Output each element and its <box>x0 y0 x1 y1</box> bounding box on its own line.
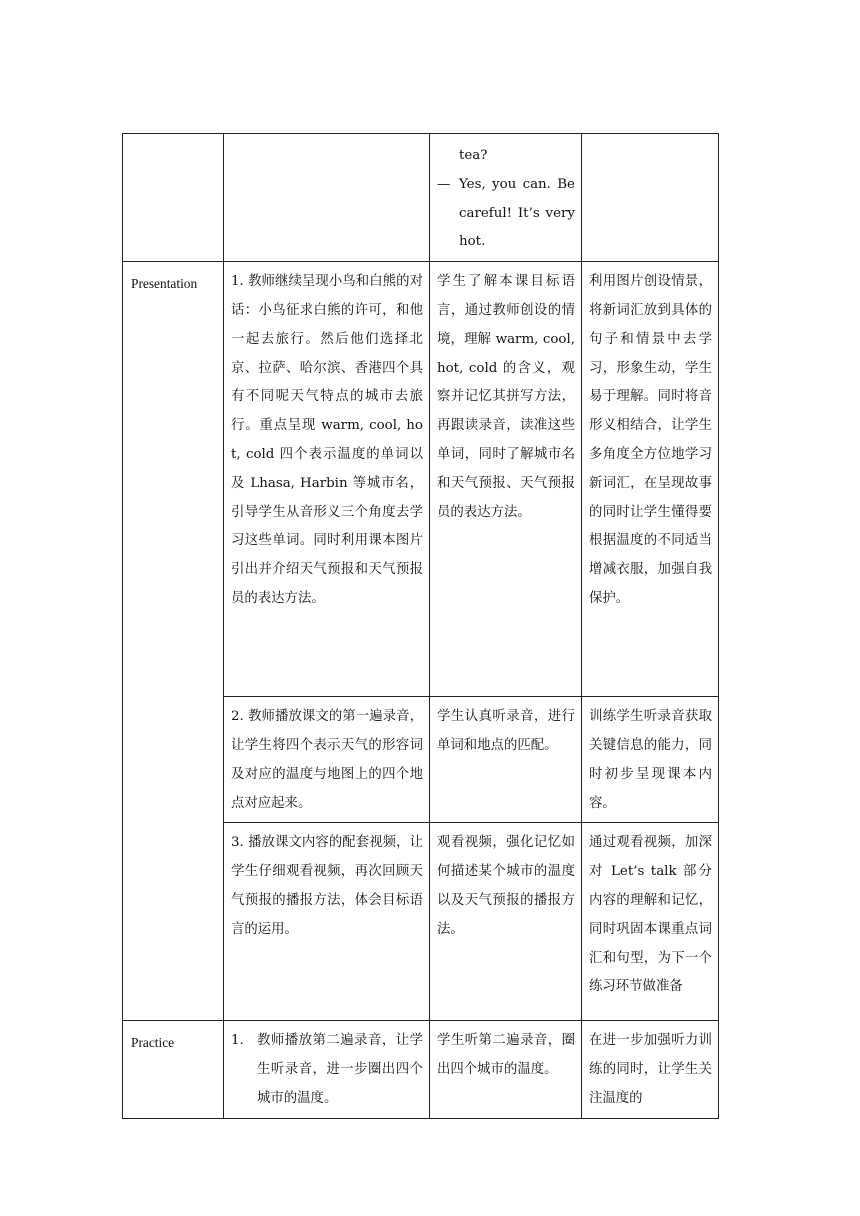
dialogue-reply <box>437 171 575 257</box>
teacher-activity-practice <box>224 1021 430 1118</box>
numbered-item <box>231 1027 423 1113</box>
teacher-activity-cell <box>224 134 430 262</box>
stage-label-practice: Practice <box>123 1021 224 1118</box>
student-activity-2: 学生认真听录音，进行单词和地点的匹配。 <box>430 697 582 823</box>
item-text: 教师播放第二遍录音，让学生听录音，进一步圈出四个城市的温度。 <box>257 1033 423 1106</box>
dialogue-dash: — <box>437 176 451 192</box>
student-activity-3: 观看视频，强化记忆如何描述某个城市的温度以及天气预报的播报方法。 <box>430 823 582 1021</box>
student-activity-practice: 学生听第二遍录音，圈出四个城市的温度。 <box>430 1021 582 1118</box>
teacher-activity-3: 3. 播放课文内容的配套视频，让学生仔细观看视频，再次回顾天气预报的播报方法，体会目标语言的运用。 <box>224 823 430 1021</box>
purpose-cell <box>582 134 719 262</box>
purpose-practice: 在进一步加强听力训练的同时，让学生关注温度的 <box>582 1021 719 1118</box>
purpose-3: 通过观看视频，加深对 Let’s talk 部分内容的理解和记忆，同时巩固本课重点词汇和句型，为下一个练习环节做准备 <box>582 823 719 1021</box>
teacher-activity-2: 2. 教师播放课文的第一遍录音，让学生将四个表示天气的形容词及对应的温度与地图上的四个地点对应起来。 <box>224 697 430 823</box>
stage-cell <box>123 134 224 262</box>
dialogue-line: tea? <box>459 148 488 163</box>
dialogue-reply-text: Yes, you can. Be careful! It’s very hot. <box>459 176 575 250</box>
item-number: 1. <box>231 1033 244 1049</box>
table-row <box>123 134 719 262</box>
purpose-2: 训练学生听录音获取关键信息的能力，同时初步呈现课本内容。 <box>582 697 719 823</box>
lesson-plan-table <box>122 133 719 1119</box>
table-row <box>123 1021 719 1118</box>
stage-label-presentation: Presentation <box>123 262 224 1021</box>
table-row <box>123 262 719 697</box>
teacher-activity-1: 1. 教师继续呈现小鸟和白熊的对话：小鸟征求白熊的许可，和他一起去旅行。然后他们选择北京、拉萨、哈尔滨、香港四个具有不同呢天气特点的城市去旅行。重点呈现 warm, cool, hot, cold 四个表示温度的单词以及 Lhasa, Harbin 等城市名，引导学生从音形义三个角度去学习这些单词。同时利用课本图片引出并介绍天气预报和天气预报员的表达方法。 <box>224 262 430 697</box>
student-activity-cell <box>430 134 582 262</box>
purpose-1: 利用图片创设情景，将新词汇放到具体的句子和情景中去学习，形象生动，学生易于理解。同时将音形义相结合，让学生多角度全方位地学习新词汇，在呈现故事的同时让学生懂得要根据温度的不同适当增减衣服，加强自我保护。 <box>582 262 719 697</box>
student-activity-1: 学生了解本课目标语言，通过教师创设的情境，理解 warm, cool, hot, cold 的含义，观察并记忆其拼写方法，再跟读录音，读准这些单词，同时了解城市名和天气预报、天气预报员的表达方法。 <box>430 262 582 697</box>
